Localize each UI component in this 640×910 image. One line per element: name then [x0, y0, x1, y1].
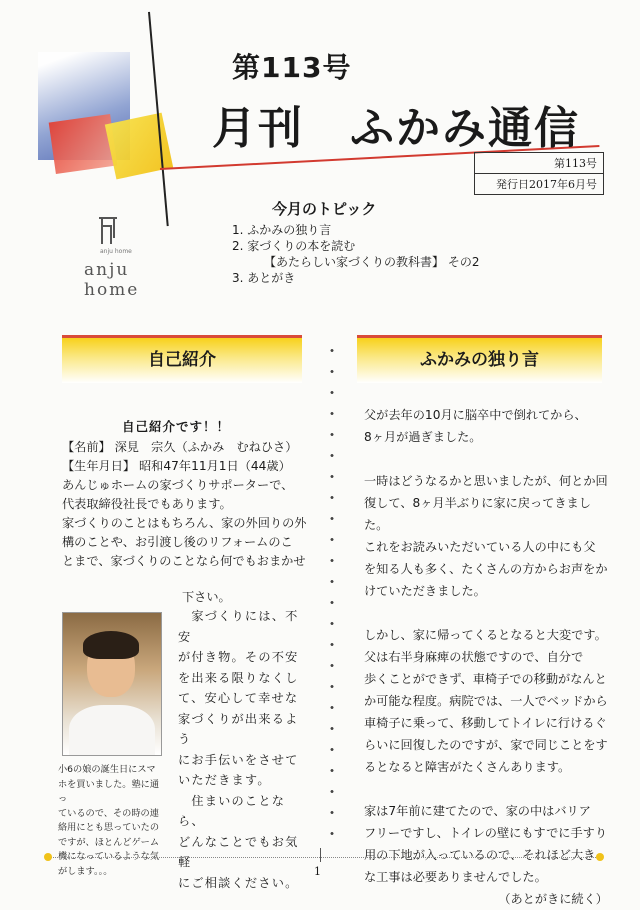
- intro-line: いただきます。: [178, 773, 271, 787]
- column-divider: [330, 340, 334, 850]
- logo-line1: anju: [84, 260, 130, 280]
- issue-box-number: 第113号: [554, 157, 597, 170]
- monologue-line: か可能な程度。病院では、一人でベッドから: [364, 694, 608, 708]
- monologue-text: [364, 404, 608, 910]
- issue-box-date: 発行日2017年6月号: [475, 173, 603, 194]
- topic-item-sub: 【あたらしい家づくりの教科書】 その2: [264, 255, 480, 269]
- caption-line: 機になっているような気: [58, 851, 160, 862]
- monologue-line: 一時はどうなるかと思いましたが、何とか回: [364, 474, 608, 488]
- topic-item: 1. ふかみの独り言: [232, 223, 332, 237]
- caption-line: ているので、その時の連: [58, 807, 159, 819]
- header-decoration-red: [49, 114, 118, 174]
- intro-line: どんなことでもお気軽: [178, 834, 299, 869]
- intro-line: 代表取締役社長でもあります。: [62, 497, 232, 511]
- self-intro-heading: 自己紹介です！！: [122, 419, 231, 434]
- caption-line: 絡用にとも思っていたの: [58, 822, 160, 833]
- photo-shirt: [69, 705, 155, 756]
- monologue-line: けていただきました。: [364, 584, 486, 598]
- self-intro-text-continued: [178, 606, 308, 893]
- issue-number: 第113号: [232, 51, 352, 84]
- monologue-line: 車椅子に乗って、移動してトイレに行けるぐ: [364, 716, 607, 730]
- topics-heading: 今月のトピック: [272, 200, 377, 218]
- monologue-line: 復して、8ヶ月半ぶりに家に戻ってきました。: [364, 496, 591, 532]
- intro-line: を出来る限りなくし: [178, 670, 299, 685]
- monologue-line: しかし、家に帰ってくるとなると大変です。: [364, 628, 607, 642]
- intro-line: 家づくりには、不安: [178, 609, 299, 644]
- topic-item: 3. あとがき: [232, 271, 296, 285]
- logo-subtext: anju home: [100, 248, 132, 255]
- topic-item: 2. 家づくりの本を読む: [232, 239, 356, 253]
- monologue-line: 家は7年前に建てたので、家の中はバリア: [364, 804, 591, 818]
- monologue-line: な工事は必要ありませんでした。: [364, 870, 547, 884]
- caption-line: 小6の娘の誕生日にスマ: [58, 764, 156, 775]
- monologue-line: 父が去年の10月に脳卒中で倒れてから、: [364, 408, 587, 422]
- footer-dot-right: [596, 853, 604, 861]
- topics-list: [232, 222, 479, 286]
- caption-line: ホを買いました。塾に通っ: [58, 778, 160, 804]
- monologue-line: 8ヶ月が過ぎました。: [364, 430, 482, 444]
- intro-line: にご相談ください。: [178, 875, 299, 890]
- continued-note: （あとがきに続く）: [498, 892, 608, 906]
- monologue-line: 用の下地が入っているので、それほど大き: [364, 848, 596, 862]
- anju-home-logo-icon: [97, 216, 119, 246]
- intro-line: 構のことや、お引渡し後のリフォームのこ: [62, 535, 293, 549]
- logo-text: [84, 260, 139, 300]
- intro-line: が付き物。その不安: [178, 650, 299, 664]
- intro-line: とまで、家づくりのことなら何でもおまかせ: [62, 554, 306, 568]
- monologue-line: を知る人も多く、たくさんの方からお声をか: [364, 562, 608, 576]
- intro-line: 家づくりのことはもちろん、家の外回りの外: [62, 516, 307, 530]
- footer-dot-left: [44, 853, 52, 861]
- intro-line: 家づくりが出来るよう: [178, 711, 299, 746]
- intro-line: て、安心して幸せな: [178, 691, 299, 705]
- intro-line: にお手伝いをさせて: [178, 752, 299, 767]
- intro-line: あんじゅホームの家づくりサポーターで、: [62, 478, 294, 492]
- page-number: 1: [314, 865, 321, 878]
- newsletter-title: 月刊 ふかみ通信: [212, 103, 580, 154]
- caption-line: がします。。。: [58, 865, 113, 877]
- monologue-line: 歩くことができず、車椅子での移動がなんと: [364, 672, 607, 686]
- intro-line: 【名前】 深見 宗久（ふかみ むねひさ）: [62, 440, 298, 454]
- logo-line2: home: [84, 280, 140, 300]
- photo-hair: [83, 631, 139, 659]
- monologue-line: らいに回復したのですが、家で同じことをす: [364, 738, 608, 752]
- intro-line: 住まいのことなら、: [178, 793, 286, 828]
- section-header-self-intro: 自己紹介: [62, 335, 302, 383]
- monologue-line: フリーですし、トイレの壁にもすでに手すり: [364, 826, 608, 840]
- footer-rule: [48, 857, 600, 858]
- author-photo: [62, 612, 162, 756]
- monologue-line: るとなると障害がたくさんあります。: [364, 760, 571, 774]
- monologue-line: これをお読みいただいている人の中にも父: [364, 540, 596, 554]
- intro-line-continued: 下さい。: [182, 590, 231, 604]
- monologue-line: 父は右半身麻痺の状態ですので、自分で: [364, 650, 584, 664]
- section-header-monologue: ふかみの独り言: [357, 335, 602, 383]
- intro-line: 【生年月日】 昭和47年11月1日（44歳）: [62, 459, 291, 473]
- issue-info-box: [474, 152, 604, 195]
- footer-tick: [320, 848, 321, 862]
- photo-caption: [58, 763, 166, 879]
- self-intro-text: [62, 438, 308, 571]
- caption-line: ですが、ほとんどゲーム: [58, 836, 160, 848]
